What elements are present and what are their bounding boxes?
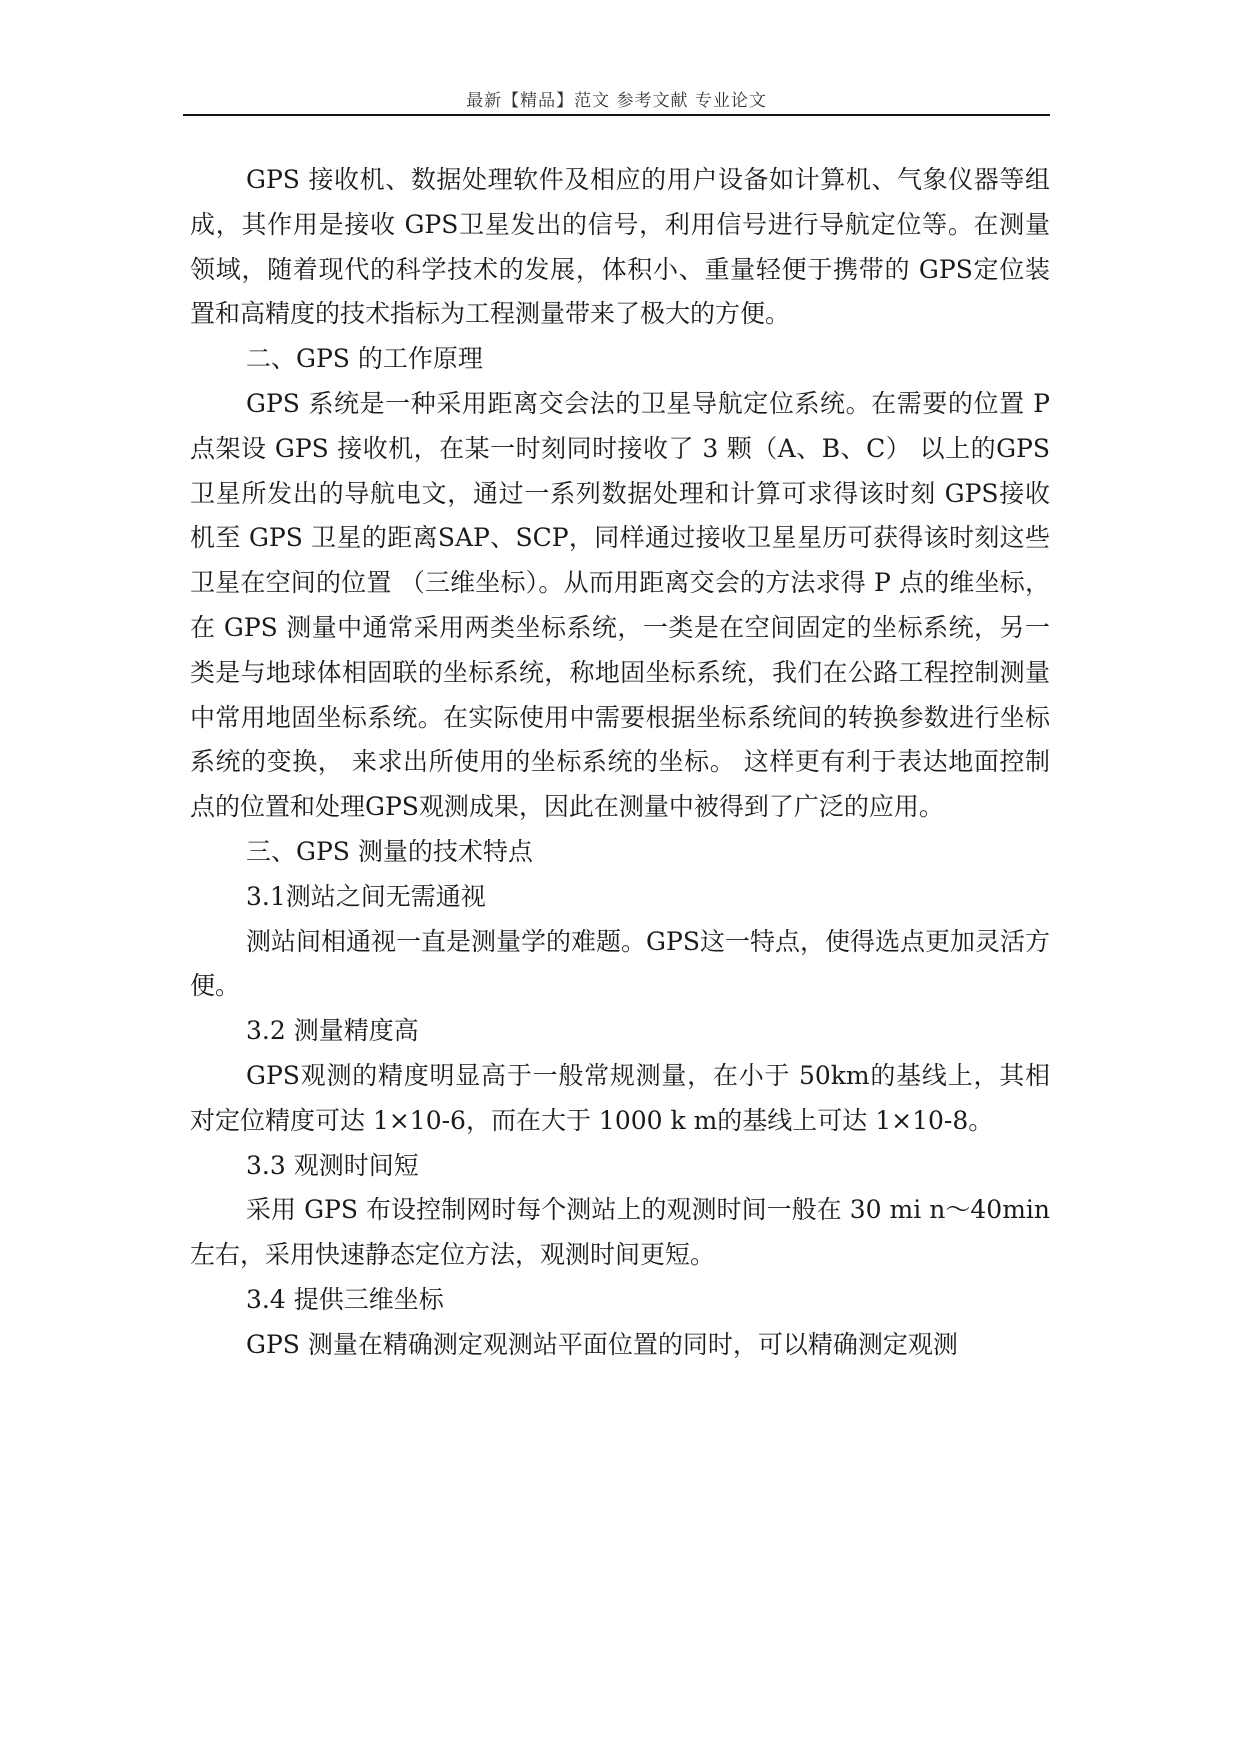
document-body <box>190 158 1050 1368</box>
heading-section-3: 三、GPS 测量的技术特点 <box>246 836 533 866</box>
paragraph-3-3: 采用 GPS 布设控制网时每个测站上的观测时间一般在 30 mi n～40min 左右，采用快速静态定位方法，观测时间更短。 <box>190 1195 1050 1270</box>
header-divider <box>183 114 1050 116</box>
paragraph-3-1: 测站间相通视一直是测量学的难题。GPS这一特点，使得选点更加灵活方便。 <box>190 926 1050 1001</box>
heading-3-1: 3.1测站之间无需通视 <box>246 881 486 911</box>
page-header: 最新【精品】范文 参考文献 专业论文 <box>466 91 767 111</box>
heading-section-2: 二、GPS 的工作原理 <box>246 344 483 374</box>
heading-3-3: 3.3 观测时间短 <box>246 1150 419 1180</box>
paragraph-working-principle: GPS 系统是一种采用距离交会法的卫星导航定位系统。在需要的位置 P 点架设 GPS 接收机，在某一时刻同时接收了 3 颗（A、B、C） 以上的GPS卫星所发出的导航电文，通过一系列数据处理和计算可求得该时刻 GPS接收机至 GPS 卫星的距离SAP、SCP，同样通过接收卫星星历可获得该时刻这些卫星在空间的位置 （三维坐标）。从而用距离交会的方法求得 P 点的维坐标，在 GPS 测量中通常采用两类坐标系统，一类是在空间固定的坐标系统，另一类是与地球体相固联的坐标系统，称地固坐标系统，我们在公路工程控制测量中常用地固坐标系统。在实际使用中需要根据坐标系统间的转换参数进行坐标系统的变换， 来求出所使用的坐标系统的坐标。 这样更有利于表达地面控制点的位置和处理GPS观测成果，因此在测量中被得到了广泛的应用。 <box>190 388 1050 822</box>
paragraph-3-2: GPS观测的精度明显高于一般常规测量，在小于 50km的基线上，其相对定位精度可达 1×10-6，而在大于 1000 k m的基线上可达 1×10-8。 <box>190 1060 1050 1135</box>
paragraph-user-segment: GPS 接收机、数据处理软件及相应的用户设备如计算机、气象仪器等组成，其作用是接收 GPS卫星发出的信号，利用信号进行导航定位等。在测量领域，随着现代的科学技术的发展，体积小、重量轻便于携带的 GPS定位装置和高精度的技术指标为工程测量带来了极大的方便。 <box>190 165 1050 329</box>
heading-3-2: 3.2 测量精度高 <box>246 1016 419 1046</box>
heading-3-4: 3.4 提供三维坐标 <box>246 1284 444 1314</box>
paragraph-3-4: GPS 测量在精确测定观测站平面位置的同时，可以精确测定观测 <box>246 1329 958 1359</box>
